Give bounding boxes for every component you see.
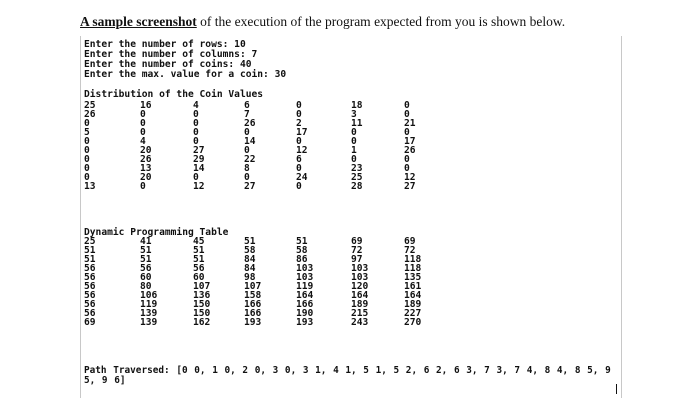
dp-table-cell: 56	[84, 281, 96, 292]
distribution-title: Distribution of the Coin Values	[84, 89, 264, 100]
distribution-cell: 0	[140, 109, 146, 120]
distribution-cell: 6	[296, 154, 302, 165]
distribution-cell: 13	[140, 163, 152, 174]
dp-table-cell: 60	[193, 272, 205, 283]
dp-table-cell: 150	[193, 308, 211, 319]
console-output	[80, 36, 622, 398]
distribution-cell: 0	[84, 145, 90, 156]
path-label: Path Traversed:	[84, 365, 170, 376]
distribution-cell: 0	[351, 136, 357, 147]
distribution-cell: 0	[296, 163, 302, 174]
distribution-cell: 0	[404, 109, 410, 120]
dp-table-cell: 103	[296, 272, 314, 283]
distribution-cell: 3	[351, 109, 357, 120]
dp-table-cell: 51	[84, 245, 96, 256]
distribution-cell: 0	[193, 172, 199, 183]
dp-table-cell: 56	[84, 272, 96, 283]
distribution-cell: 20	[140, 145, 152, 156]
distribution-cell: 13	[84, 181, 96, 192]
distribution-cell: 0	[351, 154, 357, 165]
distribution-cell: 12	[296, 145, 308, 156]
text-cursor	[616, 384, 617, 394]
sample-screenshot-label: A sample screenshot	[80, 14, 197, 29]
dp-table-cell: 56	[84, 308, 96, 319]
dp-table-cell: 60	[140, 272, 152, 283]
dp-table-cell: 118	[404, 263, 422, 274]
dp-table-cell: 98	[244, 272, 256, 283]
distribution-cell: 0	[296, 109, 302, 120]
distribution-cell: 0	[84, 118, 90, 129]
distribution-cell: 20	[140, 172, 152, 183]
dp-table-cell: 136	[193, 290, 211, 301]
dp-table-cell: 58	[244, 245, 256, 256]
distribution-cell: 0	[193, 127, 199, 138]
dp-table-cell: 139	[140, 308, 158, 319]
distribution-cell: 0	[404, 127, 410, 138]
distribution-cell: 26	[84, 109, 96, 120]
distribution-cell: 4	[140, 136, 146, 147]
distribution-cell: 7	[244, 109, 250, 120]
distribution-cell: 0	[84, 163, 90, 174]
distribution-cell: 0	[84, 172, 90, 183]
distribution-cell: 14	[244, 136, 256, 147]
dp-table-cell: 51	[193, 254, 205, 265]
dp-table-cell: 227	[404, 308, 422, 319]
distribution-cell: 11	[351, 118, 363, 129]
dp-table-cell: 45	[193, 236, 205, 247]
dp-table-cell: 166	[244, 308, 262, 319]
dp-table-cell: 51	[140, 245, 152, 256]
distribution-cell: 0	[193, 136, 199, 147]
distribution-cell: 2	[296, 118, 302, 129]
distribution-cell: 0	[244, 145, 250, 156]
path-value: [0 0, 1 0, 2 0, 3 0, 3 1, 4 1, 5 1, 5 2, 6 2, 6 3, 7 3, 7 4, 8 4, 8 5, 9 5, 9 6]	[84, 365, 611, 386]
distribution-cell: 5	[84, 127, 90, 138]
distribution-cell: 12	[404, 172, 416, 183]
distribution-cell: 26	[140, 154, 152, 165]
dp-table-cell: 72	[351, 245, 363, 256]
dp-table-cell: 107	[193, 281, 211, 292]
dp-table-cell: 56	[140, 263, 152, 274]
distribution-cell: 27	[404, 181, 416, 192]
dp-table-cell: 84	[244, 263, 256, 274]
dp-table-cell: 193	[244, 317, 262, 328]
dp-table-cell: 166	[244, 299, 262, 310]
dp-table-cell: 189	[404, 299, 422, 310]
dp-table-cell: 243	[351, 317, 369, 328]
distribution-cell: 14	[193, 163, 205, 174]
dp-table-cell: 56	[84, 263, 96, 274]
dp-table-cell: 56	[193, 263, 205, 274]
distribution-cell: 4	[193, 100, 199, 111]
dp-table-cell: 51	[193, 245, 205, 256]
dp-table-cell: 270	[404, 317, 422, 328]
distribution-cell: 26	[244, 118, 256, 129]
distribution-cell: 6	[244, 100, 250, 111]
distribution-cell: 26	[404, 145, 416, 156]
dp-table-cell: 164	[296, 290, 314, 301]
coins-prompt: Enter the number of coins: 40	[84, 59, 252, 70]
distribution-cell: 0	[404, 163, 410, 174]
distribution-cell: 0	[351, 127, 357, 138]
distribution-cell: 21	[404, 118, 416, 129]
distribution-cell: 0	[84, 154, 90, 165]
dp-table-cell: 51	[244, 236, 256, 247]
dp-table-cell: 119	[296, 281, 314, 292]
distribution-cell: 22	[244, 154, 256, 165]
dp-table-cell: 58	[296, 245, 308, 256]
dp-table-cell: 51	[296, 236, 308, 247]
distribution-cell: 27	[244, 181, 256, 192]
distribution-cell: 24	[296, 172, 308, 183]
dp-table-cell: 119	[140, 299, 158, 310]
dp-table-cell: 106	[140, 290, 158, 301]
dp-table-cell: 69	[351, 236, 363, 247]
distribution-cell: 17	[404, 136, 416, 147]
distribution-cell: 0	[140, 127, 146, 138]
dp-table-cell: 215	[351, 308, 369, 319]
dp-table-cell: 193	[296, 317, 314, 328]
dp-table-cell: 135	[404, 272, 422, 283]
dp-table-cell: 84	[244, 254, 256, 265]
dp-table-cell: 51	[84, 254, 96, 265]
distribution-cell: 12	[193, 181, 205, 192]
dp-table-cell: 161	[404, 281, 422, 292]
dp-table-cell: 56	[84, 290, 96, 301]
distribution-cell: 25	[84, 100, 96, 111]
distribution-cell: 0	[193, 118, 199, 129]
dp-table-cell: 120	[351, 281, 369, 292]
rows-prompt: Enter the number of rows: 10	[84, 39, 246, 50]
distribution-cell: 0	[296, 100, 302, 111]
dp-table-cell: 164	[404, 290, 422, 301]
distribution-cell: 0	[244, 127, 250, 138]
dp-table-cell: 72	[404, 245, 416, 256]
dp-table-title: Dynamic Programming Table	[84, 227, 229, 238]
distribution-cell: 16	[140, 100, 152, 111]
distribution-cell: 29	[193, 154, 205, 165]
distribution-cell: 27	[193, 145, 205, 156]
distribution-cell: 23	[351, 163, 363, 174]
dp-table-cell: 166	[296, 299, 314, 310]
max-value-prompt: Enter the max. value for a coin: 30	[84, 69, 287, 80]
dp-table-cell: 118	[404, 254, 422, 265]
dp-table-cell: 51	[140, 254, 152, 265]
distribution-cell: 0	[84, 136, 90, 147]
dp-table-cell: 189	[351, 299, 369, 310]
distribution-cell: 25	[351, 172, 363, 183]
instruction-text	[80, 14, 565, 30]
dp-table-cell: 150	[193, 299, 211, 310]
dp-table-cell: 80	[140, 281, 152, 292]
distribution-cell: 0	[140, 118, 146, 129]
dp-table-cell: 69	[84, 317, 96, 328]
distribution-cell: 28	[351, 181, 363, 192]
path-traversed	[84, 366, 619, 386]
dp-table-cell: 86	[296, 254, 308, 265]
distribution-cell: 0	[244, 172, 250, 183]
dp-table-cell: 164	[351, 290, 369, 301]
dp-table-cell: 190	[296, 308, 314, 319]
distribution-cell: 0	[296, 181, 302, 192]
distribution-cell: 0	[296, 136, 302, 147]
dp-table-cell: 97	[351, 254, 363, 265]
dp-table-cell: 25	[84, 236, 96, 247]
dp-table-cell: 56	[84, 299, 96, 310]
distribution-cell: 0	[404, 100, 410, 111]
distribution-cell: 0	[193, 109, 199, 120]
distribution-cell: 18	[351, 100, 363, 111]
distribution-cell: 0	[140, 181, 146, 192]
dp-table-cell: 41	[140, 236, 152, 247]
instruction-rest: of the execution of the program expected from you is shown below.	[196, 14, 566, 29]
dp-table-cell: 103	[351, 272, 369, 283]
distribution-cell: 8	[244, 163, 250, 174]
distribution-cell: 0	[404, 154, 410, 165]
columns-prompt: Enter the number of columns: 7	[84, 49, 258, 60]
distribution-cell: 17	[296, 127, 308, 138]
dp-table-cell: 103	[351, 263, 369, 274]
dp-table-cell: 69	[404, 236, 416, 247]
dp-table-cell: 158	[244, 290, 262, 301]
dp-table-cell: 162	[193, 317, 211, 328]
distribution-cell: 1	[351, 145, 357, 156]
dp-table-cell: 107	[244, 281, 262, 292]
dp-table-cell: 139	[140, 317, 158, 328]
dp-table-cell: 103	[296, 263, 314, 274]
